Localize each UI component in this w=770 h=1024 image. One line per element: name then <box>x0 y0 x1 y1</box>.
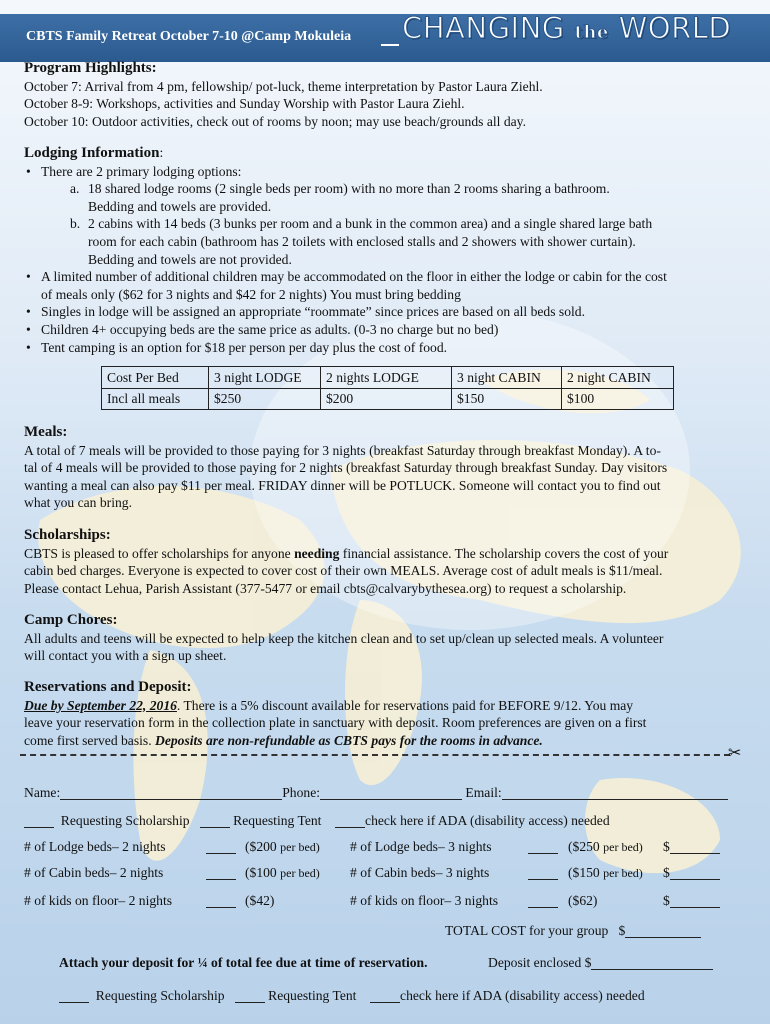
logo-world: WORLD <box>618 11 732 45</box>
cabin-amount[interactable] <box>670 879 720 880</box>
lodge-amount[interactable] <box>670 853 720 854</box>
changing-the-world-logo <box>402 11 732 45</box>
cabin3-label: # of Cabin beds– 3 nights <box>350 865 490 880</box>
table-cell: $100 <box>562 389 674 410</box>
meals-section <box>24 424 748 512</box>
name-label: Name: <box>24 785 61 800</box>
lodge-row <box>24 838 166 856</box>
scissors-icon: ✂ <box>728 743 742 762</box>
per-bed: per bed) <box>603 866 643 880</box>
option-text: 2 cabins with 14 beds (3 bunks per room and a bunk in the common area) and a single shared large bath <box>88 216 653 232</box>
program-line: October 10: Outdoor activities, check out of rooms by noon; may use beach/grounds all day. <box>24 113 526 129</box>
meals-line: A total of 7 meals will be provided to those paying for 3 nights (breakfast Saturday through breakfast Monday). A to- <box>24 442 661 458</box>
bullet-line: of meals only ($62 for 3 nights and $42 for 2 nights) You must bring bedding <box>41 286 461 302</box>
header-title: CBTS Family Retreat October 7-10 @Camp Mokuleia <box>26 29 352 44</box>
lodging-option-b-cont: Bedding and towels are not provided. <box>88 251 292 267</box>
table-cell: $200 <box>321 389 452 410</box>
chores-line: All adults and teens will be expected to help keep the kitchen clean and to set up/clean up selected meals. A volunteer <box>24 630 664 646</box>
scholarships-heading: Scholarships: <box>24 527 111 543</box>
req-tent-label: Requesting Tent <box>233 813 322 828</box>
ada-checkbox[interactable] <box>335 827 365 828</box>
kids-row <box>24 892 172 910</box>
lodging-heading-row <box>24 144 748 163</box>
reservations-section <box>24 679 748 749</box>
option-letter: b. <box>70 216 81 232</box>
non-refundable-note: Deposits are non-refundable as CBTS pays for the rooms in advance. <box>155 732 543 748</box>
lodging-option-b-cont: room for each cabin (bathroom has 2 toilets with enclosed stalls and 2 showers with shower curtain). <box>88 233 636 249</box>
lodging-bullet <box>24 268 748 303</box>
program-heading: Program Highlights: <box>24 60 157 76</box>
attach-deposit-note: Attach your deposit for ¼ of total fee due at time of reservation. <box>59 955 428 970</box>
lodging-bullet: • There are 2 primary lodging options: <box>24 163 748 181</box>
lodging-bullet: • Children 4+ occupying beds are the same price as adults. (0-3 no charge but no bed) <box>24 321 748 339</box>
camp-chores-section <box>24 612 748 665</box>
deposit-label: Deposit enclosed $ <box>488 955 592 970</box>
lodge2-label: # of Lodge beds– 2 nights <box>24 839 166 854</box>
due-date: Due by September 22, 2016 <box>24 697 177 713</box>
email-field[interactable] <box>502 799 728 800</box>
dollar: $ <box>663 839 670 854</box>
bullet-line: A limited number of additional children may be accommodated on the floor in either the lodge or cabin for the cost <box>41 269 667 285</box>
req-tent-label-2: Requesting Tent <box>268 988 357 1003</box>
table-cell: Cost Per Bed <box>102 367 209 389</box>
scholarships-line: Please contact Lehua, Parish Assistant (377-5477 or email cbts@calvarybythesea.org) to request a scholarship. <box>24 580 627 596</box>
lodging-list-2 <box>24 268 748 356</box>
lodge2-qty[interactable] <box>206 853 236 854</box>
scholarships-section <box>24 527 748 597</box>
table-cell: Incl all meals <box>102 389 209 410</box>
option-text: 18 shared lodge rooms (2 single beds per room) with no more than 2 rooms sharing a bathroom. <box>88 181 610 197</box>
reservations-heading: Reservations and Deposit: <box>24 679 192 695</box>
requests-row <box>24 812 610 830</box>
cabin2-price: ($100 <box>245 865 277 880</box>
table-cell: 3 night LODGE <box>209 367 321 389</box>
total-label: TOTAL COST for your group <box>445 923 609 938</box>
kids3-label: # of kids on floor– 3 nights <box>350 893 499 908</box>
phone-field[interactable] <box>320 799 462 800</box>
meals-heading: Meals: <box>24 424 68 440</box>
scholarships-line: cabin bed charges. Everyone is expected to cover cost of their own MEALS. Average cost of adult meals is $11/meal. <box>24 563 663 579</box>
cabin3-qty[interactable] <box>528 879 558 880</box>
table-cell: 3 night CABIN <box>452 367 562 389</box>
lodging-information <box>24 144 748 356</box>
dollar: $ <box>663 865 670 880</box>
meals-line: wanting a meal can also pay $11 per meal. FRIDAY dinner will be POTLUCK. Someone will contact you to find out <box>24 477 661 493</box>
program-line: October 7: Arrival from 4 pm, fellowship/ pot-luck, theme interpretation by Pastor Laura Ziehl. <box>24 78 543 94</box>
header-dash <box>381 44 399 46</box>
logo-the: the <box>574 22 609 43</box>
lodging-option-a <box>24 180 748 198</box>
phone-label: Phone: <box>282 785 321 800</box>
lodging-heading: Lodging Information <box>24 145 160 161</box>
table-cell: 2 night CABIN <box>562 367 674 389</box>
scholarship-checkbox-2[interactable] <box>59 1002 89 1003</box>
kids2-price: ($42) <box>245 893 275 908</box>
email-label: Email: <box>465 785 502 800</box>
lodging-bullet: • Tent camping is an option for $18 per person per day plus the cost of food. <box>24 339 748 357</box>
lodging-bullet: • Singles in lodge will be assigned an appropriate “roommate” since prices are based on all beds sold. <box>24 303 748 321</box>
req-scholarship-label: Requesting Scholarship <box>60 813 190 828</box>
cabin2-label: # of Cabin beds– 2 nights <box>24 865 164 880</box>
program-highlights <box>24 60 748 130</box>
meals-line: what you can bring. <box>24 495 132 511</box>
lodge3-qty[interactable] <box>528 853 558 854</box>
dollar: $ <box>618 923 626 938</box>
cost-per-bed-table <box>101 366 674 410</box>
cabin-row <box>24 864 163 882</box>
option-letter: a. <box>70 181 80 197</box>
kids3-qty[interactable] <box>528 907 558 908</box>
table-cell: $250 <box>209 389 321 410</box>
requests-row-2 <box>59 987 645 1005</box>
table-cell: 2 nights LODGE <box>321 367 452 389</box>
meals-line: tal of 4 meals will be provided to those paying for 2 nights (breakfast Saturday through breakfast Sunday. Day visitors <box>24 460 668 476</box>
needing-emphasis: needing <box>294 545 340 561</box>
lodge3-label: # of Lodge beds– 3 nights <box>350 839 492 854</box>
reservations-line: leave your reservation form in the collection plate in sanctuary with deposit. Room preferences are given on a first <box>24 715 647 731</box>
program-line: October 8-9: Workshops, activities and Sunday Worship with Pastor Laura Ziehl. <box>24 96 465 112</box>
table-row <box>102 389 674 410</box>
cabin2-qty[interactable] <box>206 879 236 880</box>
cabin3-price: ($150 <box>568 865 600 880</box>
total-amount[interactable] <box>625 937 701 938</box>
deposit-amount[interactable] <box>591 969 713 970</box>
ada-checkbox-2[interactable] <box>370 1002 400 1003</box>
lodging-colon: : <box>159 145 164 160</box>
scholarship-checkbox[interactable] <box>24 827 54 828</box>
per-bed: per bed) <box>280 840 320 854</box>
kids2-qty[interactable] <box>206 907 236 908</box>
chores-line: will contact you with a sign up sheet. <box>24 648 227 664</box>
kids3-price: ($62) <box>568 893 598 908</box>
reservations-line: come first served basis. Deposits are non-refundable as CBTS pays for the rooms in advance. <box>24 732 543 748</box>
logo-changing: CHANGING <box>402 11 565 45</box>
ada-label: check here if ADA (disability access) needed <box>365 813 610 828</box>
cut-line <box>20 754 730 756</box>
total-row <box>445 922 701 940</box>
lodge3-price: ($250 <box>568 839 600 854</box>
table-header-row <box>102 367 674 389</box>
reservations-line: Due by September 22, 2016. There is a 5% discount available for reservations paid for BEFORE 9/12. You may <box>24 697 634 713</box>
dollar: $ <box>663 893 670 908</box>
table-cell: $150 <box>452 389 562 410</box>
lodging-list <box>24 163 748 181</box>
per-bed: per bed) <box>603 840 643 854</box>
contact-row <box>24 784 728 802</box>
deposit-row <box>59 954 427 972</box>
req-scholarship-label-2: Requesting Scholarship <box>95 988 225 1003</box>
chores-heading: Camp Chores: <box>24 612 118 628</box>
name-field[interactable] <box>60 799 282 800</box>
header-banner <box>0 11 770 62</box>
lodging-option-a-cont: Bedding and towels are provided. <box>88 198 272 214</box>
ada-label-2: check here if ADA (disability access) needed <box>400 988 645 1003</box>
lodging-option-b <box>24 215 748 233</box>
kids-amount[interactable] <box>670 907 720 908</box>
per-bed: per bed) <box>280 866 320 880</box>
scholarships-line: CBTS is pleased to offer scholarships for anyone needing financial assistance. The scholarship covers the cost of your <box>24 545 669 561</box>
tent-checkbox-2[interactable] <box>235 1002 265 1003</box>
lodge2-price: ($200 <box>245 839 277 854</box>
tent-checkbox[interactable] <box>200 827 230 828</box>
kids2-label: # of kids on floor– 2 nights <box>24 893 173 908</box>
